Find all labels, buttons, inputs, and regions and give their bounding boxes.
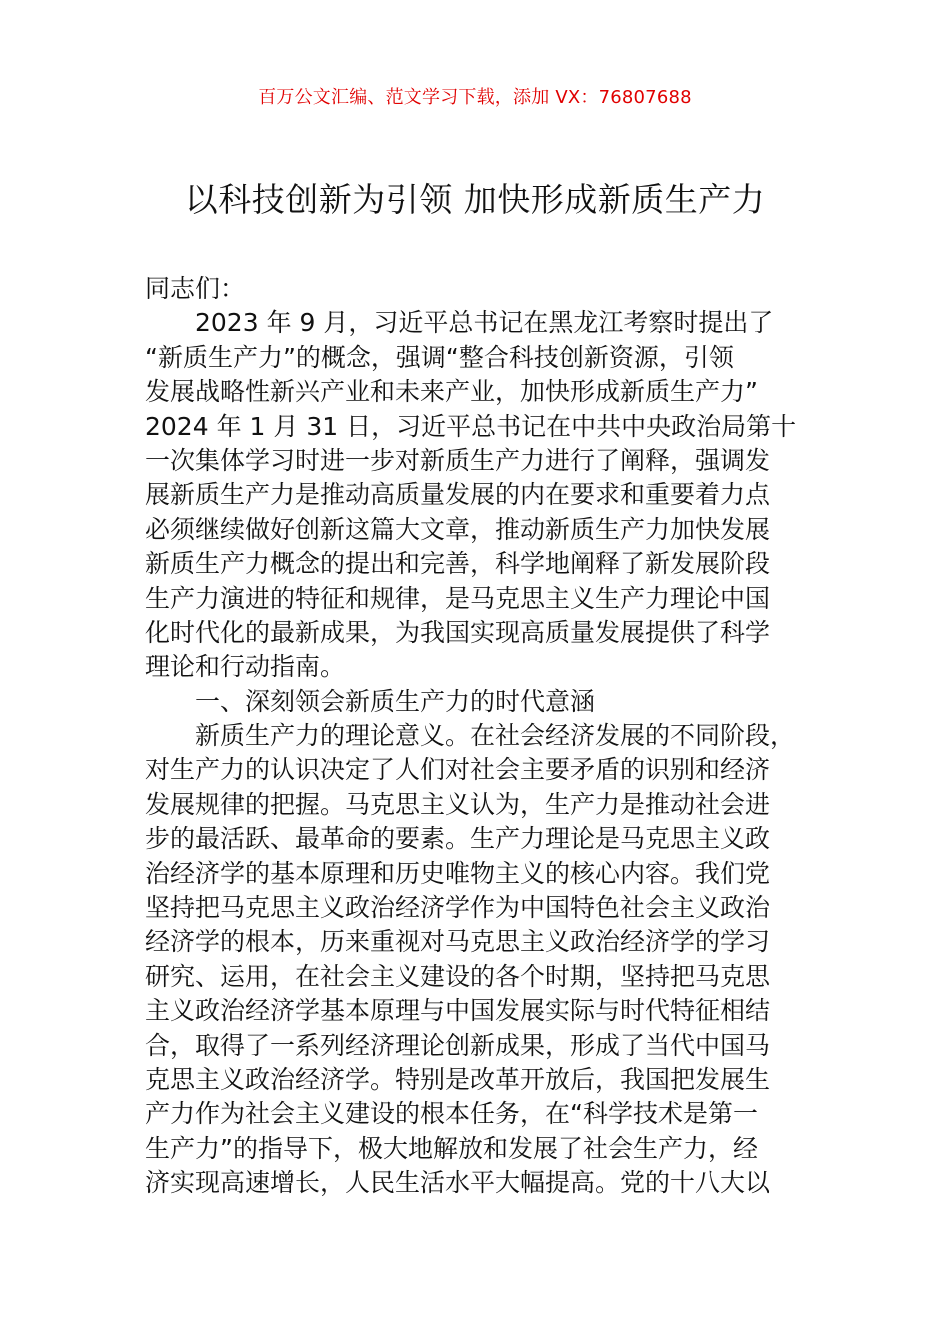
paragraph-line: “新质生产力”的概念，强调“整合科技创新资源，引领 bbox=[145, 342, 734, 372]
document-body bbox=[145, 272, 815, 1201]
paragraph-line: 合，取得了一系列经济理论创新成果，形成了当代中国马 bbox=[145, 1030, 771, 1060]
paragraph-line: 发展战略性新兴产业和未来产业，加快形成新质生产力” bbox=[145, 377, 758, 407]
paragraph-line: 新质生产力的理论意义。在社会经济发展的不同阶段， bbox=[195, 721, 796, 751]
paragraph-line: 研究、运用，在社会主义建设的各个时期，坚持把马克思 bbox=[145, 961, 771, 991]
paragraph-line: 坚持把马克思主义政治经济学作为中国特色社会主义政治 bbox=[145, 893, 771, 923]
paragraph-line: 展新质生产力是推动高质量发展的内在要求和重要着力点 bbox=[145, 480, 771, 510]
paragraph-1 bbox=[145, 306, 815, 684]
paragraph-line: 必须继续做好创新这篇大文章，推动新质生产力加快发展 bbox=[145, 514, 771, 544]
paragraph-line: 理论和行动指南。 bbox=[145, 652, 346, 682]
paragraph-line: 发展规律的把握。马克思主义认为，生产力是推动社会进 bbox=[145, 789, 771, 819]
paragraph-line: 新质生产力概念的提出和完善，科学地阐释了新发展阶段 bbox=[145, 549, 771, 579]
paragraph-line: 经济学的根本，历来重视对马克思主义政治经济学的学习 bbox=[145, 927, 771, 957]
paragraph-line: 治经济学的基本原理和历史唯物主义的核心内容。我们党 bbox=[145, 858, 771, 888]
paragraph-line: 对生产力的认识决定了人们对社会主要矛盾的识别和经济 bbox=[145, 755, 771, 785]
section-heading: 一、深刻领会新质生产力的时代意涵 bbox=[195, 686, 596, 716]
paragraph-line: 生产力”的指导下，极大地解放和发展了社会生产力，经 bbox=[145, 1133, 758, 1163]
document-title: 以科技创新为引领 加快形成新质生产力 bbox=[184, 180, 766, 219]
paragraph-line: 济实现高速增长，人民生活水平大幅提高。党的十八大以 bbox=[145, 1168, 771, 1198]
paragraph-line: 产力作为社会主义建设的根本任务，在“科学技术是第一 bbox=[145, 1099, 758, 1129]
paragraph-line: 克思主义政治经济学。特别是改革开放后，我国把发展生 bbox=[145, 1064, 771, 1094]
paragraph-line: 主义政治经济学基本原理与中国发展实际与时代特征相结 bbox=[145, 996, 771, 1026]
header-banner: 百万公文汇编、范文学习下载，添加 VX：76807688 bbox=[258, 87, 692, 108]
paragraph-2 bbox=[145, 719, 815, 1200]
paragraph-line: 一次集体学习时进一步对新质生产力进行了阐释，强调发 bbox=[145, 445, 771, 475]
paragraph-line: 步的最活跃、最革命的要素。生产力理论是马克思主义政 bbox=[145, 824, 771, 854]
salutation: 同志们： bbox=[145, 274, 246, 303]
paragraph-line: 生产力演进的特征和规律，是马克思主义生产力理论中国 bbox=[145, 583, 771, 613]
paragraph-line: 2023 年 9 月，习近平总书记在黑龙江考察时提出了 bbox=[195, 308, 774, 338]
paragraph-line: 2024 年 1 月 31 日，习近平总书记在中共中央政治局第十 bbox=[145, 411, 797, 441]
paragraph-line: 化时代化的最新成果，为我国实现高质量发展提供了科学 bbox=[145, 617, 771, 647]
